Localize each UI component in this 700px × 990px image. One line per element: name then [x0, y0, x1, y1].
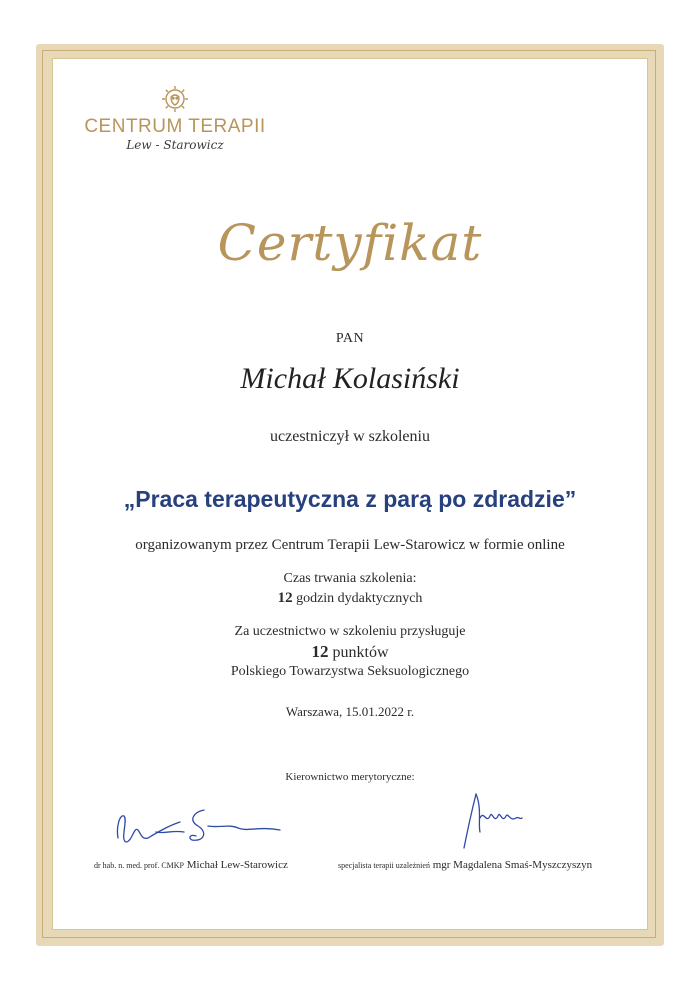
salutation: PAN	[335, 331, 365, 346]
participation-text: uczestniczył w szkoleniu	[270, 428, 430, 445]
signature-1-name: Michał Lew-Starowicz	[186, 859, 288, 871]
signature-2-caption	[338, 859, 592, 871]
points-unit: punktów	[332, 644, 389, 661]
recipient-name: Michał Kolasiński	[240, 362, 460, 395]
lion-head-icon	[160, 84, 190, 114]
issue-date: Warszawa, 15.01.2022 r.	[285, 704, 415, 719]
logo	[70, 84, 280, 152]
signature-1-caption	[94, 859, 288, 871]
duration-value	[0, 590, 700, 607]
signature-1-title: dr hab. n. med. prof. CMKP	[94, 861, 184, 870]
signature-2-name: mgr Magdalena Smaś-Myszczyszyn	[432, 859, 593, 871]
points-label: Za uczestnictwo w szkoleniu przysługuje	[234, 624, 466, 639]
logo-title: CENTRUM TERAPII	[84, 116, 266, 137]
signature-2-image	[458, 788, 528, 854]
management-label: Kierownictwo merytoryczne:	[285, 771, 415, 783]
organizer-text: organizowanym przez Centrum Terapii Lew-Starowicz w formie online	[135, 537, 565, 553]
duration-label: Czas trwania szkolenia:	[283, 571, 417, 586]
society-name: Polskiego Towarzystwa Seksuologicznego	[230, 664, 470, 679]
signature-2-title: specjalista terapii uzależnień	[338, 861, 430, 870]
duration-unit: godzin dydaktycznych	[296, 591, 423, 606]
duration-number: 12	[277, 590, 293, 606]
signature-1-image	[108, 796, 288, 856]
certificate-title: Certyfikat	[217, 214, 483, 272]
points-value	[0, 642, 700, 662]
points-number: 12	[311, 642, 329, 661]
logo-subtitle: Lew - Starowicz	[126, 138, 224, 152]
course-title: „Praca terapeutyczna z parą po zdradzie”	[123, 486, 577, 512]
